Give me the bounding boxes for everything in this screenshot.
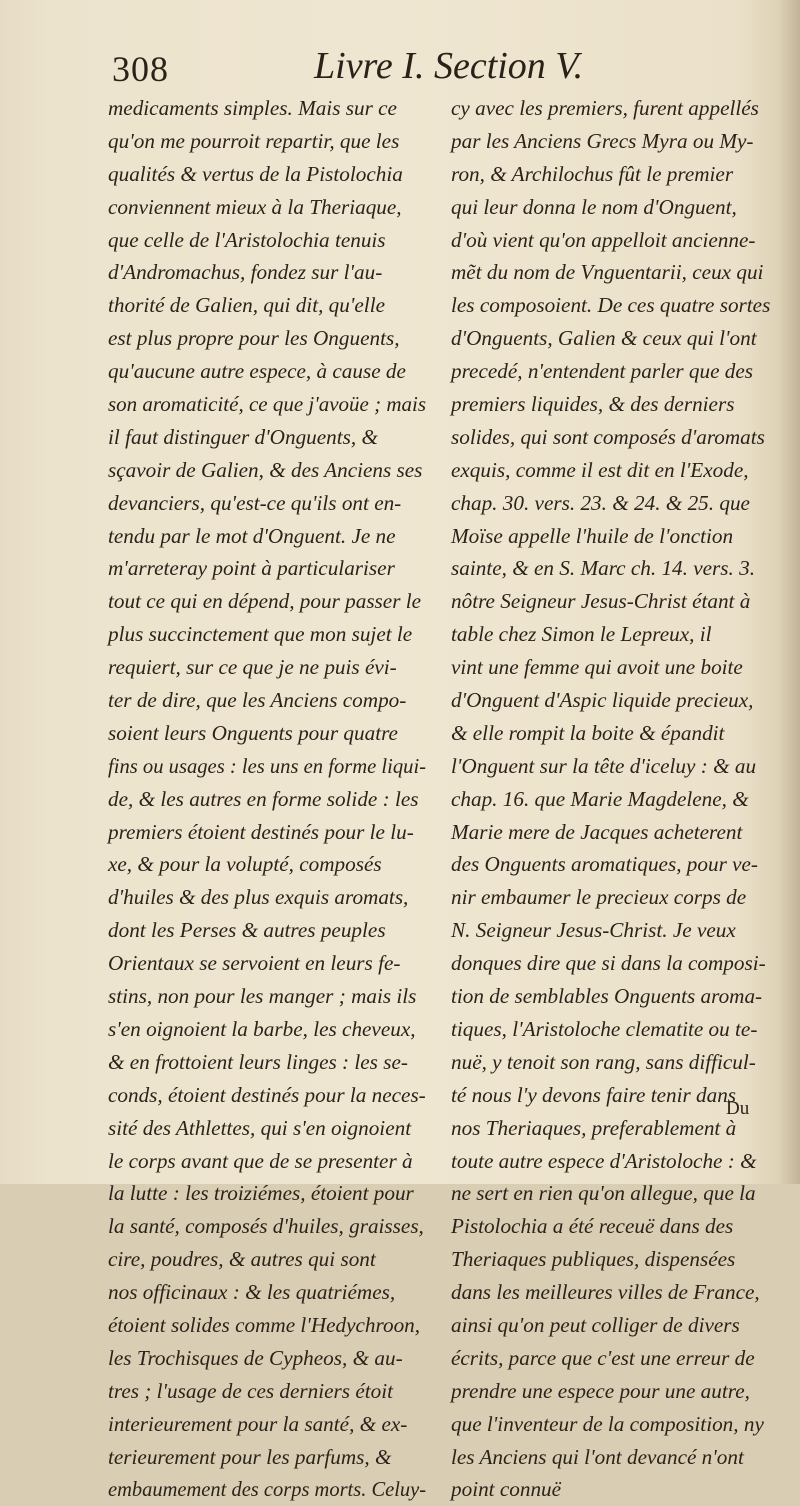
left-column xyxy=(108,92,426,1506)
text-line: qu'aucune autre espece, à cause de xyxy=(108,359,406,384)
text-line: premiers étoient destinés pour le lu- xyxy=(108,819,414,844)
text-line: son aromaticité, ce que j'avoüe ; mais xyxy=(108,392,427,417)
text-line: de, & les autres en forme solide : les xyxy=(108,786,419,811)
text-line: precedé, n'entendent parler que des xyxy=(451,359,754,384)
text-line: fins ou usages : les uns en forme liqui- xyxy=(108,753,427,778)
text-line: écrits, parce que c'est une erreur de xyxy=(451,1345,755,1370)
text-line: nos Theriaques, preferablement à xyxy=(451,1115,737,1140)
text-line: Pistolochia a été receuë dans des xyxy=(451,1214,734,1239)
text-line: des Onguents aromatiques, pour ve- xyxy=(451,852,758,877)
text-line: d'Onguent d'Aspic liquide precieux, xyxy=(451,688,754,713)
text-line: qualités & vertus de la Pistolochia xyxy=(108,161,403,186)
text-line: soient leurs Onguents pour quatre xyxy=(108,720,398,745)
text-line: embaumement des corps morts. Celuy- xyxy=(108,1477,427,1502)
text-line: prendre une espece pour une autre, xyxy=(451,1378,750,1403)
text-line: interieurement pour la santé, & ex- xyxy=(108,1411,408,1436)
text-line: medicaments simples. Mais sur ce xyxy=(108,96,397,120)
text-line: sité des Athlettes, qui s'en oignoient xyxy=(108,1115,412,1140)
text-line: Moïse appelle l'huile de l'onction xyxy=(451,523,734,548)
text-line: la santé, composés d'huiles, graisses, xyxy=(108,1214,424,1239)
text-line: tendu par le mot d'Onguent. Je ne xyxy=(108,523,396,548)
page-gutter-shadow xyxy=(778,0,800,1184)
text-line: ne sert en rien qu'on allegue, que la xyxy=(451,1181,756,1206)
text-line: terieurement pour les parfums, & xyxy=(108,1444,392,1469)
text-line: nos officinaux : & les quatriémes, xyxy=(108,1280,396,1305)
text-line: Marie mere de Jacques acheterent xyxy=(451,819,743,844)
text-line: d'huiles & des plus exquis aromats, xyxy=(108,885,409,910)
text-line: nôtre Seigneur Jesus-Christ étant à xyxy=(451,589,751,614)
text-line: d'Onguents, Galien & ceux qui l'ont xyxy=(451,326,757,351)
text-line: stins, non pour les manger ; mais ils xyxy=(108,984,417,1009)
text-line: tion de semblables Onguents aroma- xyxy=(451,984,763,1009)
text-line: chap. 16. que Marie Magdelene, & xyxy=(451,786,749,811)
text-line: la lutte : les troiziémes, étoient pour xyxy=(108,1181,414,1206)
text-line: exquis, comme il est dit en l'Exode, xyxy=(451,457,749,482)
page-header xyxy=(112,44,772,94)
right-column xyxy=(451,92,771,1506)
text-line: chap. 30. vers. 23. & 24. & 25. que xyxy=(451,490,750,515)
running-title: Livre I. Section V. xyxy=(314,45,584,87)
text-line: requiert, sur ce que je ne puis évi- xyxy=(108,655,397,680)
text-line: l'Onguent sur la tête d'iceluy : & au xyxy=(451,753,757,778)
page-number: 308 xyxy=(112,49,169,89)
text-line: les composoient. De ces quatre sortes xyxy=(451,293,771,318)
text-line: cire, poudres, & autres qui sont xyxy=(108,1247,376,1272)
text-line: xe, & pour la volupté, composés xyxy=(108,852,382,877)
text-line: le corps avant que de se presenter à xyxy=(108,1148,413,1173)
text-line: qui leur donna le nom d'Onguent, xyxy=(451,194,737,219)
text-line: table chez Simon le Lepreux, il xyxy=(451,622,712,647)
text-line: donques dire que si dans la composi- xyxy=(451,951,766,976)
text-line: il faut distinguer d'Onguents, & xyxy=(108,424,378,449)
text-line: tres ; l'usage de ces derniers étoit xyxy=(108,1378,394,1403)
text-line: solides, qui sont composés d'aromats xyxy=(451,424,765,449)
text-line: Theriaques publiques, dispensées xyxy=(451,1247,736,1272)
text-line: conviennent mieux à la Theriaque, xyxy=(108,194,402,219)
text-line: qu'on me pourroit repartir, que les xyxy=(108,128,400,153)
text-line: tiques, l'Aristoloche clematite ou te- xyxy=(451,1016,758,1041)
text-line: étoient solides comme l'Hedychroon, xyxy=(108,1312,421,1337)
text-line: les Trochisques de Cypheos, & au- xyxy=(108,1345,403,1370)
text-line: point connuë xyxy=(451,1477,562,1502)
text-line: ter de dire, que les Anciens compo- xyxy=(108,688,407,713)
text-line: tout ce qui en dépend, pour passer le xyxy=(108,589,422,614)
text-line: les Anciens qui l'ont devancé n'ont xyxy=(451,1444,744,1469)
text-line: vint une femme qui avoit une boite xyxy=(451,655,743,680)
text-line: & en frottoient leurs linges : les se- xyxy=(108,1049,408,1074)
text-line: conds, étoient destinés pour la neces- xyxy=(108,1082,426,1107)
text-line: m'arreteray point à particulariser xyxy=(108,556,395,581)
text-line: Orientaux se servoient en leurs fe- xyxy=(108,951,401,976)
catchword: Du xyxy=(726,1098,750,1119)
text-line: mẽt du nom de Vnguentarii, ceux qui xyxy=(451,260,764,285)
text-line: toute autre espece d'Aristoloche : & xyxy=(451,1148,757,1173)
text-line: & elle rompit la boite & épandit xyxy=(451,720,725,745)
text-line: ainsi qu'on peut colliger de divers xyxy=(451,1312,740,1337)
text-line: N. Seigneur Jesus-Christ. Je veux xyxy=(451,918,736,943)
text-line: d'où vient qu'on appelloit ancienne- xyxy=(451,227,756,252)
text-line: dont les Perses & autres peuples xyxy=(108,918,386,943)
text-line: est plus propre pour les Onguents, xyxy=(108,326,400,351)
text-line: s'en oignoient la barbe, les cheveux, xyxy=(108,1016,416,1041)
text-line: thorité de Galien, qui dit, qu'elle xyxy=(108,293,385,318)
text-line: dans les meilleures villes de France, xyxy=(451,1280,760,1305)
text-line: que celle de l'Aristolochia tenuis xyxy=(108,227,386,252)
text-line: devanciers, qu'est-ce qu'ils ont en- xyxy=(108,490,402,515)
text-line: nuë, y tenoit son rang, sans difficul- xyxy=(451,1049,756,1074)
text-line: sçavoir de Galien, & des Anciens ses xyxy=(108,457,423,482)
text-line: nir embaumer le precieux corps de xyxy=(451,885,747,910)
text-line: plus succinctement que mon sujet le xyxy=(108,622,413,647)
text-line: d'Andromachus, fondez sur l'au- xyxy=(108,260,383,285)
text-line: cy avec les premiers, furent appellés xyxy=(451,96,759,120)
text-line: té nous l'y devons faire tenir dans xyxy=(451,1082,737,1107)
text-line: ron, & Archilochus fût le premier xyxy=(451,161,734,186)
text-line: que l'inventeur de la composition, ny xyxy=(451,1411,764,1436)
text-line: par les Anciens Grecs Myra ou My- xyxy=(451,128,754,153)
text-line: premiers liquides, & des derniers xyxy=(451,392,735,417)
text-line: sainte, & en S. Marc ch. 14. vers. 3. xyxy=(451,556,756,581)
